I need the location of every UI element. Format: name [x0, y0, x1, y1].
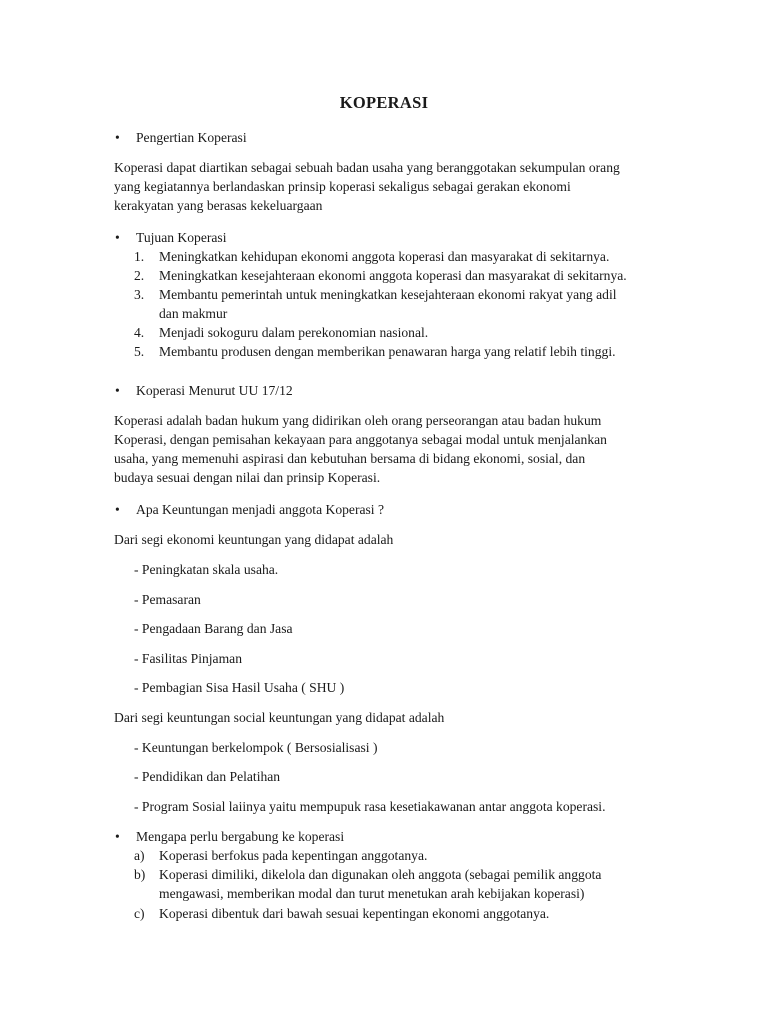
paragraph-line: yang kegiatannya berlandaskan prinsip koperasi sekaligus sebagai gerakan ekonomi	[114, 179, 571, 194]
section-heading-mengapa: Mengapa perlu bergabung ke koperasi	[136, 829, 345, 844]
bullet-icon: •	[115, 230, 120, 245]
bullet-icon: •	[115, 383, 120, 398]
list-number: 2.	[134, 268, 145, 283]
section-heading-keuntungan: Apa Keuntungan menjadi anggota Koperasi ?	[136, 502, 385, 517]
paragraph-uu	[114, 411, 694, 487]
social-item: - Keuntungan berkelompok ( Bersosialisasi )	[134, 740, 378, 755]
paragraph-line: Koperasi dapat diartikan sebagai sebuah badan usaha yang beranggotakan sekumpulan orang	[114, 160, 620, 175]
list-number: 3.	[134, 287, 145, 302]
bullet-icon: •	[115, 502, 120, 517]
list-item-continued: dan makmur	[159, 306, 228, 321]
section-heading-uu: Koperasi Menurut UU 17/12	[136, 383, 293, 398]
section-heading-tujuan: Tujuan Koperasi	[136, 230, 227, 245]
list-number: 5.	[134, 344, 145, 359]
list-item: Koperasi dibentuk dari bawah sesuai kepentingan ekonomi anggotanya.	[159, 906, 550, 921]
list-item: Koperasi dimiliki, dikelola dan digunakan oleh anggota (sebagai pemilik anggota	[159, 867, 602, 882]
list-item: Membantu pemerintah untuk meningkatkan kesejahteraan ekonomi rakyat yang adil	[159, 287, 617, 302]
list-item: Meningkatkan kehidupan ekonomi anggota koperasi dan masyarakat di sekitarnya.	[159, 249, 610, 264]
bullet-icon: •	[115, 829, 120, 844]
social-item: - Program Sosial laiinya yaitu mempupuk rasa kesetiakawanan antar anggota koperasi.	[134, 799, 606, 814]
economic-item: - Fasilitas Pinjaman	[134, 651, 242, 666]
list-letter: b)	[134, 867, 146, 882]
section-heading-pengertian: Pengertian Koperasi	[136, 130, 247, 145]
paragraph-line: usaha, yang memenuhi aspirasi dan kebutuhan bersama di bidang ekonomi, sosial, dan	[114, 451, 586, 466]
list-number: 1.	[134, 249, 145, 264]
list-item-continued: mengawasi, memberikan modal dan turut menetukan arah kebijakan koperasi)	[159, 886, 585, 901]
paragraph-line: budaya sesuai dengan nilai dan prinsip Koperasi.	[114, 470, 381, 485]
list-item: Menjadi sokoguru dalam perekonomian nasional.	[159, 325, 429, 340]
paragraph-line: kerakyatan yang berasas kekeluargaan	[114, 198, 323, 213]
social-item: - Pendidikan dan Pelatihan	[134, 769, 281, 784]
economic-item: - Pembagian Sisa Hasil Usaha ( SHU )	[134, 680, 345, 695]
list-item: Meningkatkan kesejahteraan ekonomi anggota koperasi dan masyarakat di sekitarnya.	[159, 268, 627, 283]
paragraph-pengertian	[114, 158, 694, 215]
economic-item: - Peningkatan skala usaha.	[134, 562, 279, 577]
list-item: Koperasi berfokus pada kepentingan anggotanya.	[159, 848, 428, 863]
list-letter: a)	[134, 848, 145, 863]
economic-intro: Dari segi ekonomi keuntungan yang didapat adalah	[114, 532, 394, 547]
paragraph-line: Koperasi, dengan pemisahan kekayaan para anggotanya sebagai modal untuk menjalankan	[114, 432, 607, 447]
economic-item: - Pengadaan Barang dan Jasa	[134, 621, 293, 636]
list-letter: c)	[134, 906, 145, 921]
paragraph-line: Koperasi adalah badan hukum yang didirikan oleh orang perseorangan atau badan hukum	[114, 413, 602, 428]
economic-item: - Pemasaran	[134, 592, 201, 607]
document-title: KOPERASI	[339, 93, 429, 112]
social-intro: Dari segi keuntungan social keuntungan yang didapat adalah	[114, 710, 445, 725]
list-number: 4.	[134, 325, 145, 340]
bullet-icon: •	[115, 130, 120, 145]
list-item: Membantu produsen dengan memberikan penawaran harga yang relatif lebih tinggi.	[159, 344, 616, 359]
